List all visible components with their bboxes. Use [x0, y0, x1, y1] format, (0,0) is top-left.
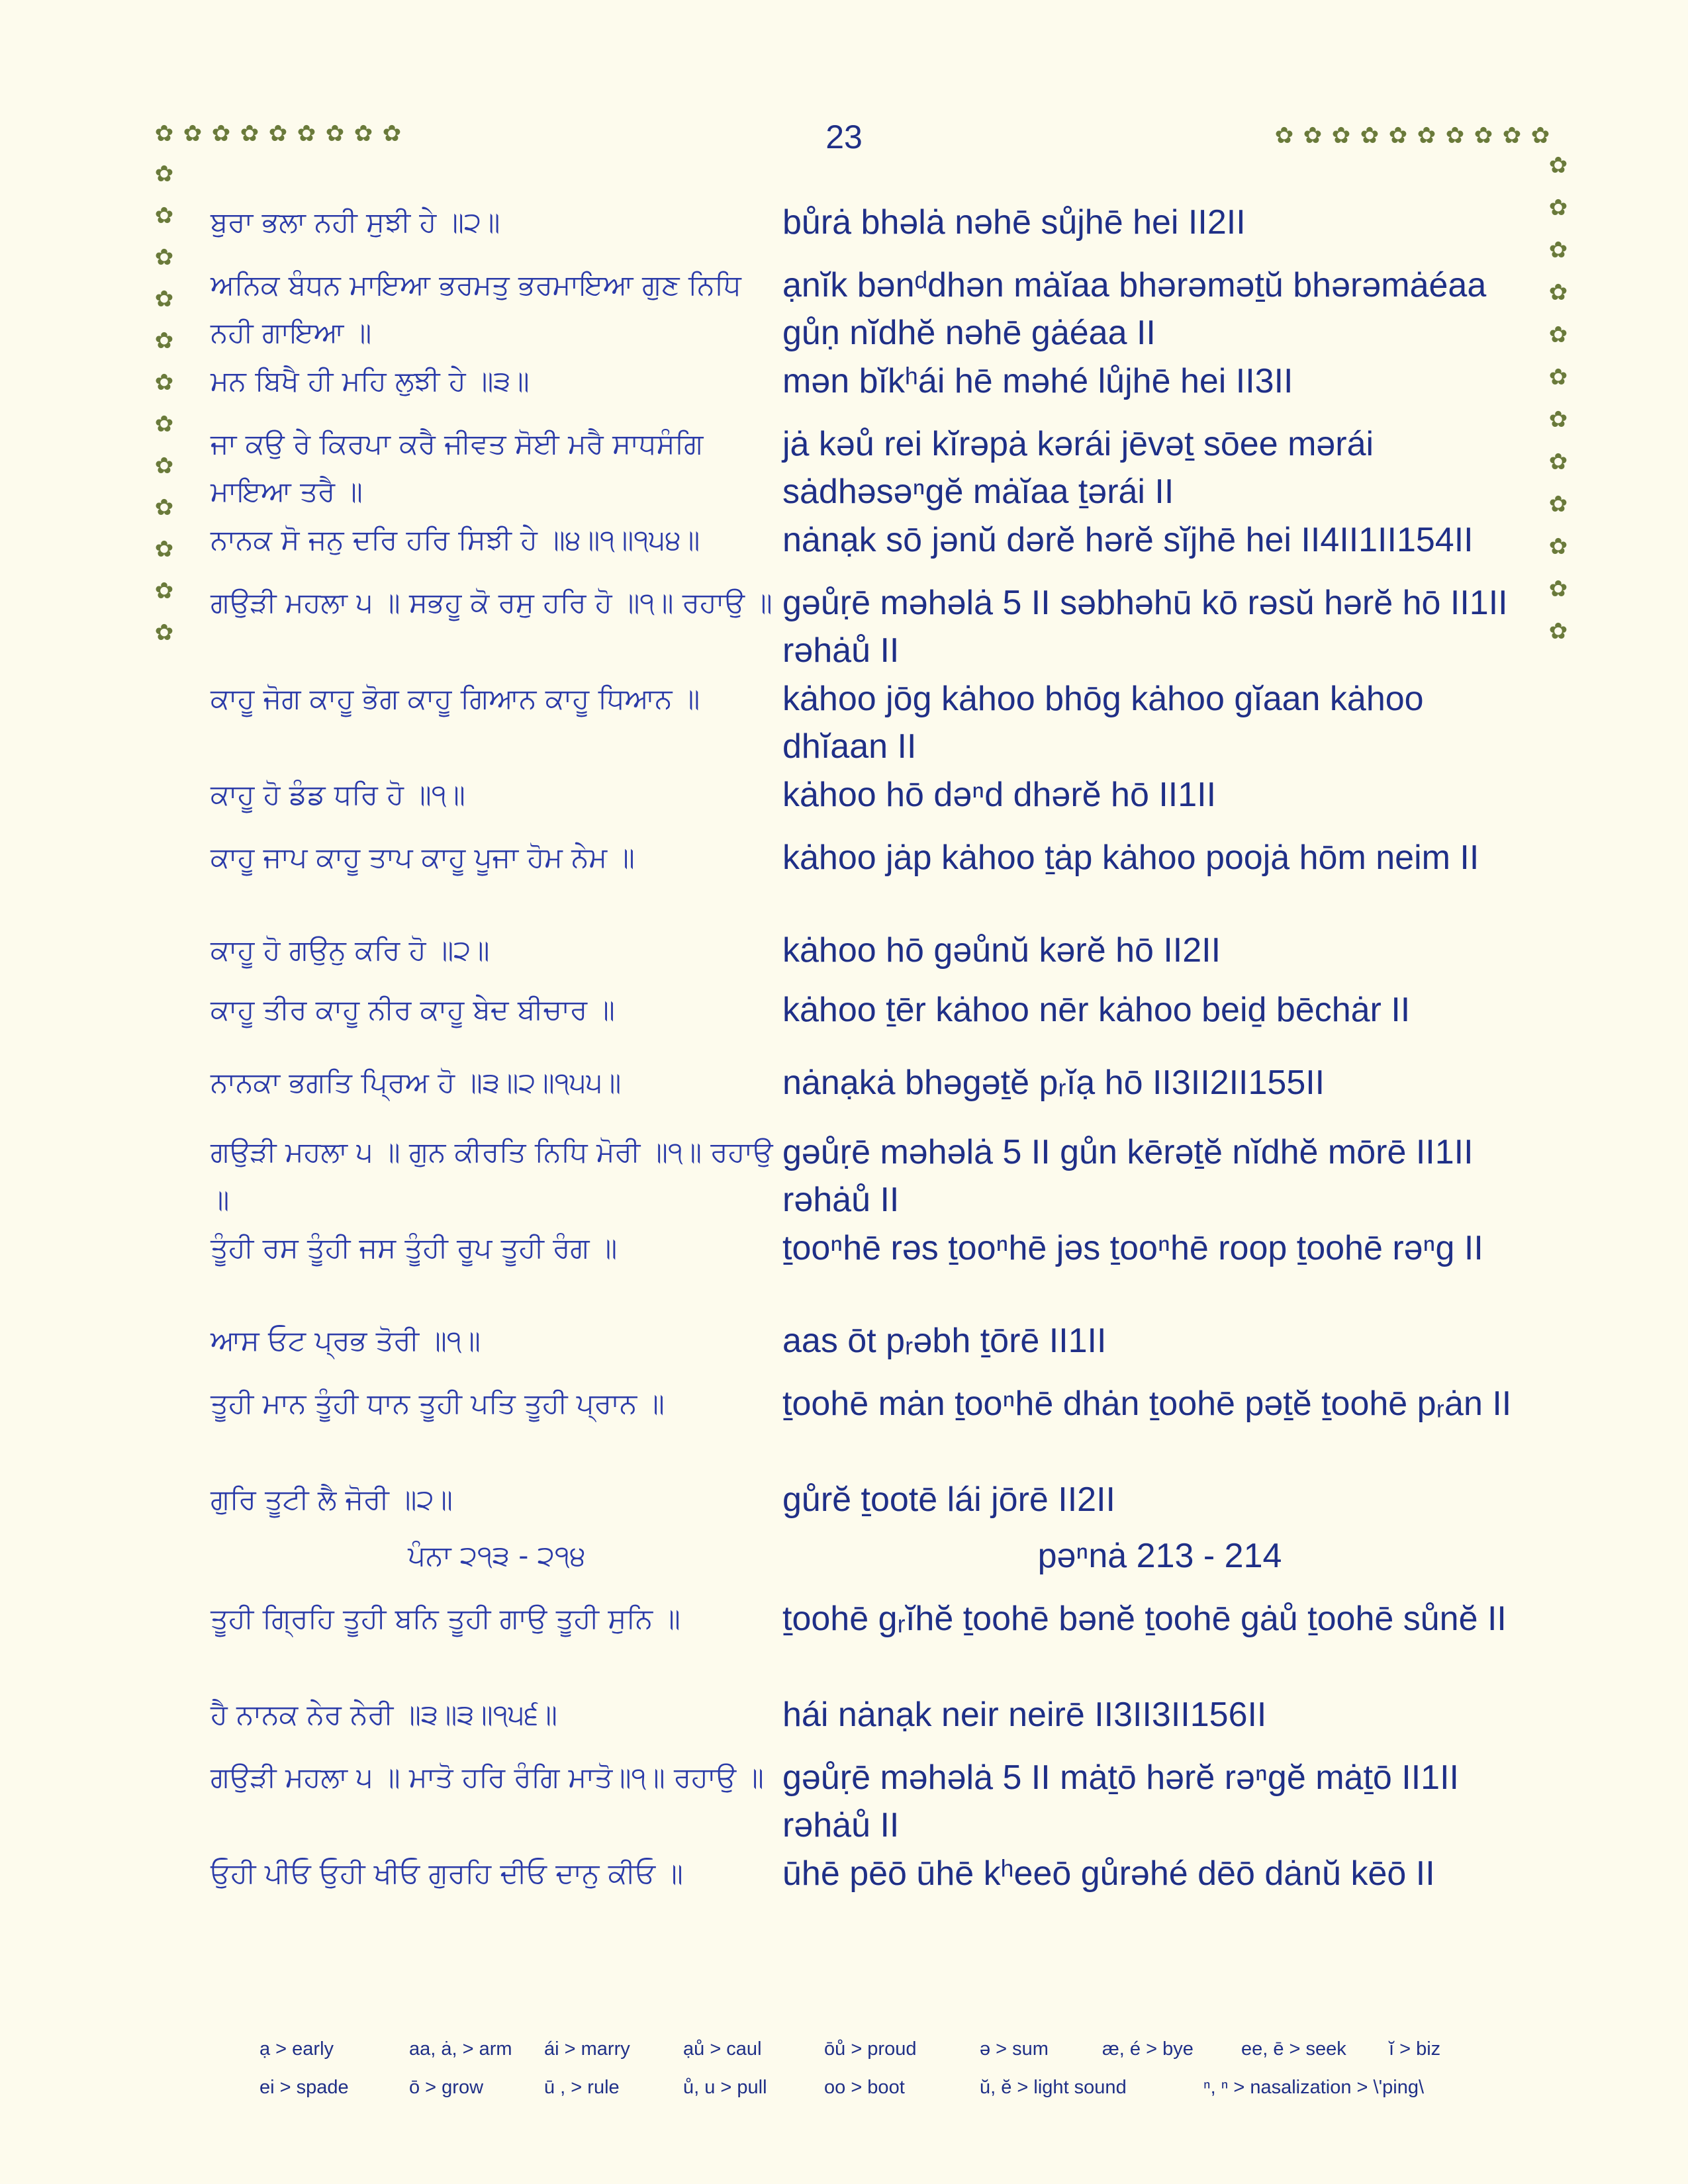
transliteration-text: ūhē pēō ūhē kʰeeō gůrəhé dēō dȧnŭ kēō II: [782, 1854, 1435, 1893]
gurmukhi-text: ਓੁਹੀ ਪੀਓ ਓੁਹੀ ਖੀਓ ਗੁਰਹਿ ਦੀਓ ਦਾਨੁ ਕੀਓ ॥: [211, 1857, 683, 1889]
gurmukhi-text: ਤੂਹੀ ਗ੍ਰਿਹਿ ਤੂਹੀ ਬਨਿ ਤੂਹੀ ਗਾਉ ਤੂਹੀ ਸੁਨਿ ॥: [211, 1602, 680, 1635]
legend-entry: ō > grow: [409, 2077, 484, 2098]
verse-row: [211, 675, 1521, 766]
flower-icon: ✿: [154, 120, 174, 147]
gurmukhi-text: ਕਾਹੂ ਜਾਪ ਕਾਹੂ ਤਾਪ ਕਾਹੂ ਪੂਜਾ ਹੋਮ ਨੇਮ ॥: [211, 841, 635, 874]
legend-entry: ə > sum: [980, 2038, 1049, 2060]
flower-icon: ✿: [1548, 491, 1568, 518]
flower-icon: ✿: [154, 203, 174, 229]
flower-icon: ✿: [154, 453, 174, 479]
gurmukhi-text: ਮਨ ਬਿਖੈ ਹੀ ਮਹਿ ਲੁਝੀ ਹੇ ॥੩॥: [211, 365, 530, 397]
legend-entry: ái > marry: [544, 2038, 630, 2060]
transliteration-text: gəůṛē məhəlȧ 5 II səbhəhū kō rəsŭ hərĕ hō II1II rəhȧů II: [782, 584, 1508, 670]
flower-icon: ✿: [154, 328, 174, 354]
flower-icon: ✿: [1548, 195, 1568, 221]
verse-row: [211, 261, 1521, 357]
verse-row: [211, 834, 1521, 882]
legend-entry: ĭ > biz: [1389, 2038, 1441, 2060]
verse-row: [211, 771, 1521, 819]
verse-row: [211, 986, 1521, 1034]
flower-icon: ✿: [154, 578, 174, 604]
flower-icon: ✿: [1417, 122, 1436, 149]
gurmukhi-text: ਪੰਨਾ ੨੧੩ - ੨੧੪: [408, 1539, 586, 1572]
verse-row: [211, 1317, 1521, 1365]
transliteration-text: kȧhoo jȧp kȧhoo ṯȧp kȧhoo poojȧ hōm neim II: [782, 839, 1479, 877]
verse-row: [211, 357, 1521, 405]
flower-icon: ✿: [154, 244, 174, 271]
verse-row: [211, 199, 1521, 246]
verse-row: [211, 579, 1521, 670]
flower-icon: ✿: [1474, 122, 1493, 149]
transliteration-text: nȧnạkȧ bhəgəṯĕ pᵣĭạ hō II3II2II155II: [782, 1064, 1325, 1102]
transliteration-text: hái nȧnạk neir neirē II3II3II156II: [782, 1696, 1267, 1734]
verse-row: [211, 1691, 1521, 1739]
flower-icon: ✿: [1548, 279, 1568, 306]
legend-entry: ei > spade: [259, 2077, 349, 2098]
gurmukhi-text: ਨਾਨਕ ਸੋ ਜਨੁ ਦਰਿ ਹਰਿ ਸਿਝੀ ਹੇ ॥੪॥੧॥੧੫੪॥: [211, 523, 700, 556]
legend-entry: ee, ē > seek: [1241, 2038, 1346, 2060]
flower-icon: ✿: [1548, 237, 1568, 263]
transliteration-text: kȧhoo hō dəⁿd dhərĕ hō II1II: [782, 776, 1217, 814]
transliteration-text: ṯoohē mȧn ṯooⁿhē dhȧn ṯoohē pəṯĕ ṯoohē pᵣȧn II: [782, 1385, 1512, 1423]
flower-icon: ✿: [1303, 122, 1323, 149]
legend-entry: oo > boot: [824, 2077, 905, 2098]
flower-icon: ✿: [1274, 122, 1294, 149]
flower-icon: ✿: [154, 369, 174, 396]
transliteration-text: jȧ kəů rei kĭrəpȧ kərái jēvəṯ sōee mərái sȧdhəsəⁿgĕ mȧĭaa ṯərái II: [782, 425, 1374, 511]
transliteration-text: kȧhoo ṯēr kȧhoo nēr kȧhoo beiḏ bēchȧr II: [782, 991, 1411, 1029]
flower-icon: ✿: [211, 120, 231, 147]
flower-icon: ✿: [325, 120, 345, 147]
flower-icon: ✿: [154, 619, 174, 646]
transliteration-text: aas ōt pᵣəbh ṯōrē II1II: [782, 1322, 1107, 1360]
flower-icon: ✿: [353, 120, 373, 147]
flower-icon: ✿: [154, 286, 174, 312]
flower-icon: ✿: [1548, 406, 1568, 433]
flower-icon: ✿: [1548, 533, 1568, 560]
verse-row: [211, 1595, 1521, 1643]
flower-icon: ✿: [1548, 152, 1568, 179]
flower-icon: ✿: [1530, 122, 1550, 149]
legend-entry: ů, u > pull: [683, 2077, 767, 2098]
flower-icon: ✿: [1502, 122, 1522, 149]
flower-icon: ✿: [1548, 364, 1568, 390]
transliteration-text: gəůṛē məhəlȧ 5 II gůn kērəṯĕ nĭdhĕ mōrē II1II rəhȧů II: [782, 1133, 1474, 1219]
flower-icon: ✿: [154, 536, 174, 563]
gurmukhi-text: ਕਾਹੂ ਹੋ ਡੰਡ ਧਰਿ ਹੋ ॥੧॥: [211, 778, 465, 811]
flower-icon: ✿: [1548, 322, 1568, 348]
flower-icon: ✿: [1548, 449, 1568, 475]
transliteration-text: kȧhoo hō gəůnŭ kərĕ hō II2II: [782, 931, 1221, 970]
flower-icon: ✿: [1548, 576, 1568, 602]
transliteration-text: kȧhoo jōg kȧhoo bhōg kȧhoo gĭaan kȧhoo dhĭaan II: [782, 680, 1424, 766]
legend-entry: æ, é > bye: [1102, 2038, 1194, 2060]
legend-entry: ū , > rule: [544, 2077, 620, 2098]
flower-icon: ✿: [1360, 122, 1380, 149]
legend-entry: aa, ȧ, > arm: [409, 2038, 512, 2060]
gurmukhi-text: ਗਉੜੀ ਮਹਲਾ ੫ ॥ ਮਾਤੋ ਹਰਿ ਰੰਗਿ ਮਾਤੋ॥੧॥ ਰਹਾਉ ॥: [211, 1761, 764, 1794]
verse-row: [211, 1224, 1521, 1272]
gurmukhi-text: ਤੂਹੀ ਮਾਨ ਤੂੰਹੀ ਧਾਨ ਤੂਹੀ ਪਤਿ ਤੂਹੀ ਪ੍ਰਾਨ ॥: [211, 1387, 665, 1420]
transliteration-text: gəůṛē məhəlȧ 5 II mȧṯō hərĕ rəⁿgĕ mȧṯō II1II rəhȧů II: [782, 1758, 1459, 1844]
flower-icon: ✿: [382, 120, 402, 147]
gurmukhi-text: ਗਉੜੀ ਮਹਲਾ ੫ ॥ ਗੁਨ ਕੀਰਤਿ ਨਿਧਿ ਮੋਰੀ ॥੧॥ ਰਹਾਉ ॥: [211, 1136, 773, 1216]
gurmukhi-text: ਕਾਹੂ ਤੀਰ ਕਾਹੂ ਨੀਰ ਕਾਹੂ ਬੇਦ ਬੀਚਾਰ ॥: [211, 993, 615, 1026]
verse-row: [211, 1380, 1521, 1428]
legend-entry: ōů > proud: [824, 2038, 917, 2060]
flower-icon: ✿: [268, 120, 288, 147]
verse-row: [211, 927, 1521, 974]
flower-icon: ✿: [154, 411, 174, 437]
legend-entry: ạ > early: [259, 2038, 334, 2060]
transliteration-text: bůrȧ bhəlȧ nəhē sůjhē hei II2II: [782, 203, 1246, 242]
verse-row: [211, 1532, 1521, 1580]
gurmukhi-text: ਕਾਹੂ ਜੋਗ ਕਾਹੂ ਭੋਗ ਕਾਹੂ ਗਿਆਨ ਕਾਹੂ ਧਿਆਨ ॥: [211, 682, 700, 715]
flower-icon: ✿: [297, 120, 316, 147]
gurmukhi-text: ਹੈ ਨਾਨਕ ਨੇਰ ਨੇਰੀ ॥੩॥੩॥੧੫੬॥: [211, 1698, 557, 1731]
flower-icon: ✿: [183, 120, 203, 147]
verse-row: [211, 1128, 1521, 1224]
gurmukhi-text: ਨਾਨਕਾ ਭਗਤਿ ਪ੍ਰਿਅ ਹੋ ॥੩॥੨॥੧੫੫॥: [211, 1066, 622, 1099]
flower-icon: ✿: [240, 120, 259, 147]
verse-row: [211, 1850, 1521, 1897]
gurmukhi-text: ਤੂੰਹੀ ਰਸ ਤੂੰਹੀ ਜਸ ਤੂੰਹੀ ਰੂਪ ਤੂਹੀ ਰੰਗ ॥: [211, 1232, 618, 1264]
transliteration-text: pəⁿnȧ 213 - 214: [1037, 1537, 1282, 1575]
gurmukhi-text: ਗਉੜੀ ਮਹਲਾ ੫ ॥ ਸਭਹੂ ਕੋ ਰਸੁ ਹਰਿ ਹੋ ॥੧॥ ਰਹਾਉ ॥: [211, 586, 773, 619]
transliteration-text: ṯooⁿhē rəs ṯooⁿhē jəs ṯooⁿhē roop ṯoohē rəⁿg II: [782, 1229, 1483, 1267]
transliteration-text: ṯoohē gᵣĭhĕ ṯoohē bənĕ ṯoohē gȧů ṯoohē sůnĕ II: [782, 1600, 1507, 1638]
verse-row: [211, 1754, 1521, 1844]
flower-icon: ✿: [1388, 122, 1408, 149]
gurmukhi-text: ਜਾ ਕਉ ਰੇ ਕਿਰਪਾ ਕਰੈ ਜੀਵਤ ਸੋਈ ਮਰੈ ਸਾਧਸੰਗਿ ਮਾਇਆ ਤਰੈ ॥: [211, 428, 704, 508]
gurmukhi-text: ਅਨਿਕ ਬੰਧਨ ਮਾਇਆ ਭਰਮਤੁ ਭਰਮਾਇਆ ਗੁਣ ਨਿਧਿ ਨਹੀ ਗਾਇਆ ॥: [211, 269, 741, 349]
verse-row: [211, 516, 1521, 564]
transliteration-text: mən bĭkʰái hē məhé lůjhē hei II3II: [782, 362, 1293, 400]
flower-icon: ✿: [154, 494, 174, 521]
gurmukhi-text: ਕਾਹੂ ਹੋ ਗਉਨੁ ਕਰਿ ਹੋ ॥੨॥: [211, 934, 490, 966]
transliteration-text: gůrĕ ṯootē lái jōrē II2II: [782, 1480, 1115, 1519]
gurmukhi-text: ਆਸ ਓਟ ਪ੍ਰਭ ਤੋਰੀ ॥੧॥: [211, 1324, 481, 1357]
verse-row: [211, 420, 1521, 516]
legend-entry: ạů > caul: [683, 2038, 762, 2060]
transliteration-text: nȧnạk sō jənŭ dərĕ hərĕ sĭjhē hei II4II1II154II: [782, 521, 1474, 559]
gurmukhi-text: ਬੁਰਾ ਭਲਾ ਨਹੀ ਸੁਝੀ ਹੇ ॥੨॥: [211, 206, 500, 238]
flower-icon: ✿: [1445, 122, 1465, 149]
flower-icon: ✿: [1331, 122, 1351, 149]
legend-entry: ⁿ, ⁿ > nasalization > \'ping\: [1203, 2077, 1425, 2098]
legend-entry: ŭ, ĕ > light sound: [980, 2077, 1127, 2098]
page-number: 23: [825, 118, 863, 156]
flower-icon: ✿: [1548, 618, 1568, 645]
flower-icon: ✿: [154, 161, 174, 187]
verse-row: [211, 1059, 1521, 1107]
verse-row: [211, 1476, 1521, 1524]
transliteration-text: ạnĭk bənᵈdhən mȧĭaa bhərəməṯŭ bhərəmȧéaa gůṇ nĭdhĕ nəhē gȧéaa II: [782, 266, 1487, 352]
gurmukhi-text: ਗੁਰਿ ਤੂਟੀ ਲੈ ਜੋਰੀ ॥੨॥: [211, 1483, 453, 1516]
